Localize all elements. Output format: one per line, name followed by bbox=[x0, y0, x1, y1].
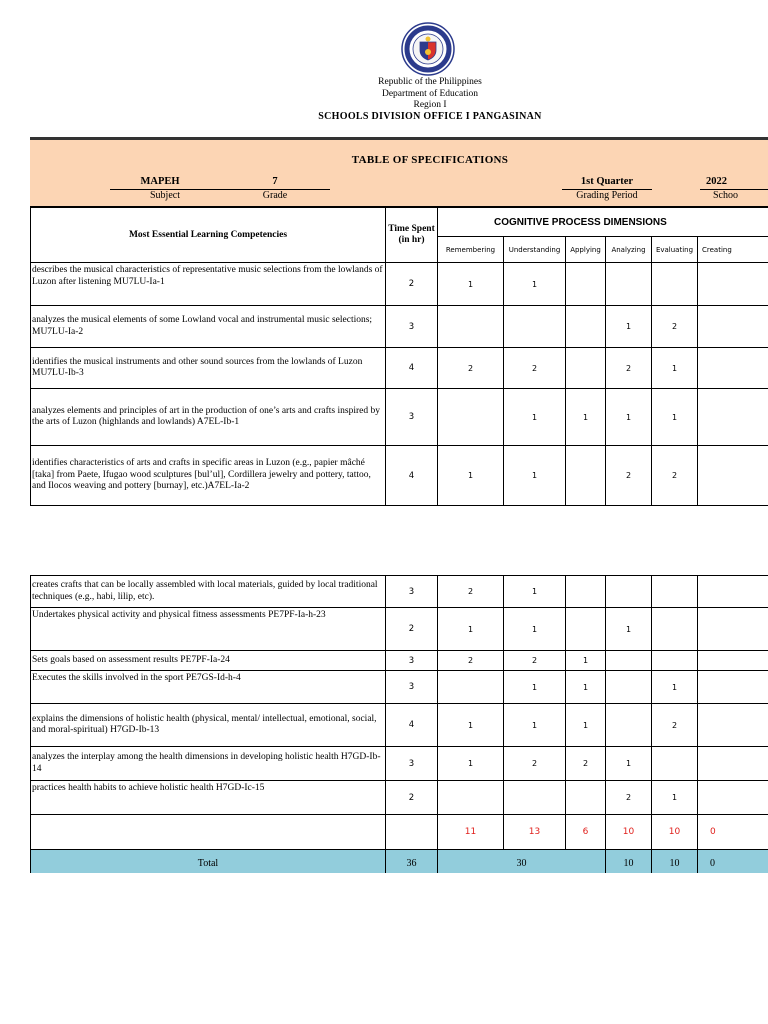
understanding-cell: 2 bbox=[504, 348, 566, 389]
time-cell: 3 bbox=[386, 576, 438, 608]
analyzing-cell bbox=[606, 651, 652, 671]
time-cell: 2 bbox=[386, 608, 438, 651]
remembering-cell: 1 bbox=[438, 747, 504, 781]
deped-seal-icon bbox=[401, 22, 455, 76]
evaluating-cell: 1 bbox=[652, 389, 698, 446]
creating-cell bbox=[698, 671, 768, 704]
grading-period-caption: Grading Period bbox=[576, 190, 638, 201]
time-cell: 2 bbox=[386, 263, 438, 306]
total-label: Total bbox=[31, 850, 386, 874]
evaluating-cell: 2 bbox=[652, 446, 698, 506]
evaluating-cell: 2 bbox=[652, 306, 698, 348]
remembering-cell: 2 bbox=[438, 651, 504, 671]
total-analyzing: 10 bbox=[606, 850, 652, 874]
time-cell: 3 bbox=[386, 671, 438, 704]
applying-cell bbox=[566, 306, 606, 348]
applying-cell bbox=[566, 446, 606, 506]
analyzing-cell bbox=[606, 263, 652, 306]
applying-cell: 1 bbox=[566, 389, 606, 446]
remembering-cell bbox=[438, 671, 504, 704]
understanding-cell: 1 bbox=[504, 671, 566, 704]
understanding-cell: 1 bbox=[504, 576, 566, 608]
table-row bbox=[31, 704, 768, 747]
understanding-cell: 1 bbox=[504, 263, 566, 306]
analyzing-cell: 1 bbox=[606, 608, 652, 651]
table-row bbox=[31, 263, 768, 306]
school-year-caption: Schoo bbox=[713, 190, 738, 201]
time-cell: 4 bbox=[386, 446, 438, 506]
creating-cell bbox=[698, 576, 768, 608]
understanding-cell: 1 bbox=[504, 608, 566, 651]
remembering-cell: 2 bbox=[438, 348, 504, 389]
competency-cell: practices health habits to achieve holistic health H7GD-Ic-15 bbox=[31, 781, 386, 815]
remembering-cell bbox=[438, 306, 504, 348]
subtotal-understanding: 13 bbox=[504, 815, 566, 850]
competency-cell: identifies characteristics of arts and crafts in specific areas in Luzon (e.g., papier mâché [taka] from Paete, Ifugao wood sculptures [bul’ul], Cordillera jewelry and pottery, tattoo, and Ilocos weaving and pottery [burnay], etc.)A7EL-Ia-2 bbox=[31, 446, 386, 506]
analyzing-cell: 2 bbox=[606, 446, 652, 506]
applying-cell: 2 bbox=[566, 747, 606, 781]
creating-cell bbox=[698, 608, 768, 651]
creating-cell bbox=[698, 651, 768, 671]
analyzing-cell: 1 bbox=[606, 747, 652, 781]
subtotal-row bbox=[31, 815, 768, 850]
level-analyzing: Analyzing bbox=[606, 237, 652, 263]
competency-cell: Sets goals based on assessment results PE7PF-Ia-24 bbox=[31, 651, 386, 671]
subject-value: MAPEH bbox=[140, 176, 180, 187]
table-row bbox=[31, 747, 768, 781]
table-row bbox=[31, 446, 768, 506]
grading-period-value: 1st Quarter bbox=[580, 176, 634, 187]
creating-cell bbox=[698, 348, 768, 389]
remembering-cell: 1 bbox=[438, 704, 504, 747]
competency-cell: Undertakes physical activity and physical fitness assessments PE7PF-Ia-h-23 bbox=[31, 608, 386, 651]
analyzing-cell: 1 bbox=[606, 389, 652, 446]
evaluating-cell bbox=[652, 651, 698, 671]
evaluating-cell bbox=[652, 747, 698, 781]
analyzing-cell bbox=[606, 671, 652, 704]
time-cell: 3 bbox=[386, 651, 438, 671]
page-gap bbox=[31, 506, 768, 576]
specification-document bbox=[30, 137, 768, 873]
understanding-cell: 1 bbox=[504, 704, 566, 747]
creating-cell bbox=[698, 747, 768, 781]
understanding-cell: 2 bbox=[504, 651, 566, 671]
analyzing-cell bbox=[606, 704, 652, 747]
level-understanding: Understanding bbox=[504, 237, 566, 263]
analyzing-cell: 2 bbox=[606, 781, 652, 815]
evaluating-cell bbox=[652, 263, 698, 306]
applying-cell: 1 bbox=[566, 651, 606, 671]
applying-cell bbox=[566, 608, 606, 651]
title-band bbox=[30, 140, 768, 207]
table-row bbox=[31, 348, 768, 389]
creating-cell bbox=[698, 704, 768, 747]
applying-cell bbox=[566, 576, 606, 608]
competency-cell: creates crafts that can be locally assembled with local materials, guided by local traditional techniques (e.g., habi, lilip, etc). bbox=[31, 576, 386, 608]
level-remembering: Remembering bbox=[438, 237, 504, 263]
total-lower-order: 30 bbox=[438, 850, 606, 874]
creating-cell bbox=[698, 781, 768, 815]
applying-cell bbox=[566, 781, 606, 815]
level-creating: Creating bbox=[698, 237, 768, 263]
applying-cell bbox=[566, 263, 606, 306]
analyzing-cell bbox=[606, 576, 652, 608]
table-row bbox=[31, 781, 768, 815]
competency-cell: analyzes the musical elements of some Lowland vocal and instrumental music selections; MU7LU-Ia-2 bbox=[31, 306, 386, 348]
total-time: 36 bbox=[386, 850, 438, 874]
evaluating-cell bbox=[652, 576, 698, 608]
analyzing-cell: 2 bbox=[606, 348, 652, 389]
table-row bbox=[31, 306, 768, 348]
remembering-cell: 1 bbox=[438, 446, 504, 506]
table-row bbox=[31, 576, 768, 608]
document-title: TABLE OF SPECIFICATIONS bbox=[351, 154, 509, 166]
grade-value: 7 bbox=[272, 176, 278, 187]
total-row bbox=[31, 850, 768, 874]
table-row bbox=[31, 671, 768, 704]
header-republic: Republic of the Philippines bbox=[378, 77, 482, 87]
understanding-cell: 1 bbox=[504, 446, 566, 506]
subtotal-applying: 6 bbox=[566, 815, 606, 850]
applying-cell: 1 bbox=[566, 704, 606, 747]
remembering-cell: 1 bbox=[438, 263, 504, 306]
competency-cell: explains the dimensions of holistic health (physical, mental/ intellectual, emotional, social, and moral-spiritual) H7GD-Ib-13 bbox=[31, 704, 386, 747]
understanding-cell: 1 bbox=[504, 389, 566, 446]
competency-cell: describes the musical characteristics of representative music selections from the lowlands of Luzon after listening MU7LU-Ia-1 bbox=[31, 263, 386, 306]
creating-cell bbox=[698, 389, 768, 446]
analyzing-cell: 1 bbox=[606, 306, 652, 348]
understanding-cell: 2 bbox=[504, 747, 566, 781]
grade-caption: Grade bbox=[262, 190, 288, 201]
table-row bbox=[31, 389, 768, 446]
remembering-cell bbox=[438, 781, 504, 815]
school-year-value: 2022 bbox=[706, 176, 727, 187]
time-cell: 4 bbox=[386, 704, 438, 747]
remembering-cell: 1 bbox=[438, 608, 504, 651]
time-cell: 4 bbox=[386, 348, 438, 389]
subject-caption: Subject bbox=[150, 190, 180, 201]
understanding-cell bbox=[504, 781, 566, 815]
cognitive-dimensions-header: COGNITIVE PROCESS DIMENSIONS bbox=[438, 208, 768, 237]
evaluating-cell bbox=[652, 608, 698, 651]
understanding-cell bbox=[504, 306, 566, 348]
competency-cell: analyzes the interplay among the health dimensions in developing holistic health H7GD-Ib-14 bbox=[31, 747, 386, 781]
subtotal-analyzing: 10 bbox=[606, 815, 652, 850]
creating-cell bbox=[698, 263, 768, 306]
evaluating-cell: 1 bbox=[652, 348, 698, 389]
competency-cell: Executes the skills involved in the sport PE7GS-Id-h-4 bbox=[31, 671, 386, 704]
time-spent-header: Time Spent (in hr) bbox=[386, 208, 438, 263]
creating-cell bbox=[698, 446, 768, 506]
time-cell: 3 bbox=[386, 389, 438, 446]
total-creating: 0 bbox=[698, 850, 768, 874]
table-row bbox=[31, 608, 768, 651]
evaluating-cell: 1 bbox=[652, 671, 698, 704]
applying-cell bbox=[566, 348, 606, 389]
specification-table bbox=[30, 207, 768, 873]
remembering-cell bbox=[438, 389, 504, 446]
time-cell: 2 bbox=[386, 781, 438, 815]
time-cell: 3 bbox=[386, 306, 438, 348]
total-evaluating: 10 bbox=[652, 850, 698, 874]
competencies-header: Most Essential Learning Competencies bbox=[31, 208, 386, 263]
header-region: Region I bbox=[413, 100, 447, 110]
table-row bbox=[31, 651, 768, 671]
creating-cell bbox=[698, 306, 768, 348]
competency-cell: analyzes elements and principles of art in the production of one’s arts and crafts inspired by the arts of Luzon (highlands and lowlands) A7EL-Ib-1 bbox=[31, 389, 386, 446]
subtotal-evaluating: 10 bbox=[652, 815, 698, 850]
evaluating-cell: 1 bbox=[652, 781, 698, 815]
evaluating-cell: 2 bbox=[652, 704, 698, 747]
remembering-cell: 2 bbox=[438, 576, 504, 608]
subtotal-creating: 0 bbox=[698, 815, 768, 850]
header-office: SCHOOLS DIVISION OFFICE I PANGASINAN bbox=[318, 111, 542, 122]
applying-cell: 1 bbox=[566, 671, 606, 704]
subtotal-remembering: 11 bbox=[438, 815, 504, 850]
competency-cell: identifies the musical instruments and other sound sources from the lowlands of Luzon MU7LU-Ib-3 bbox=[31, 348, 386, 389]
level-applying: Applying bbox=[566, 237, 606, 263]
level-evaluating: Evaluating bbox=[652, 237, 698, 263]
time-cell: 3 bbox=[386, 747, 438, 781]
header-department: Department of Education bbox=[381, 89, 479, 99]
